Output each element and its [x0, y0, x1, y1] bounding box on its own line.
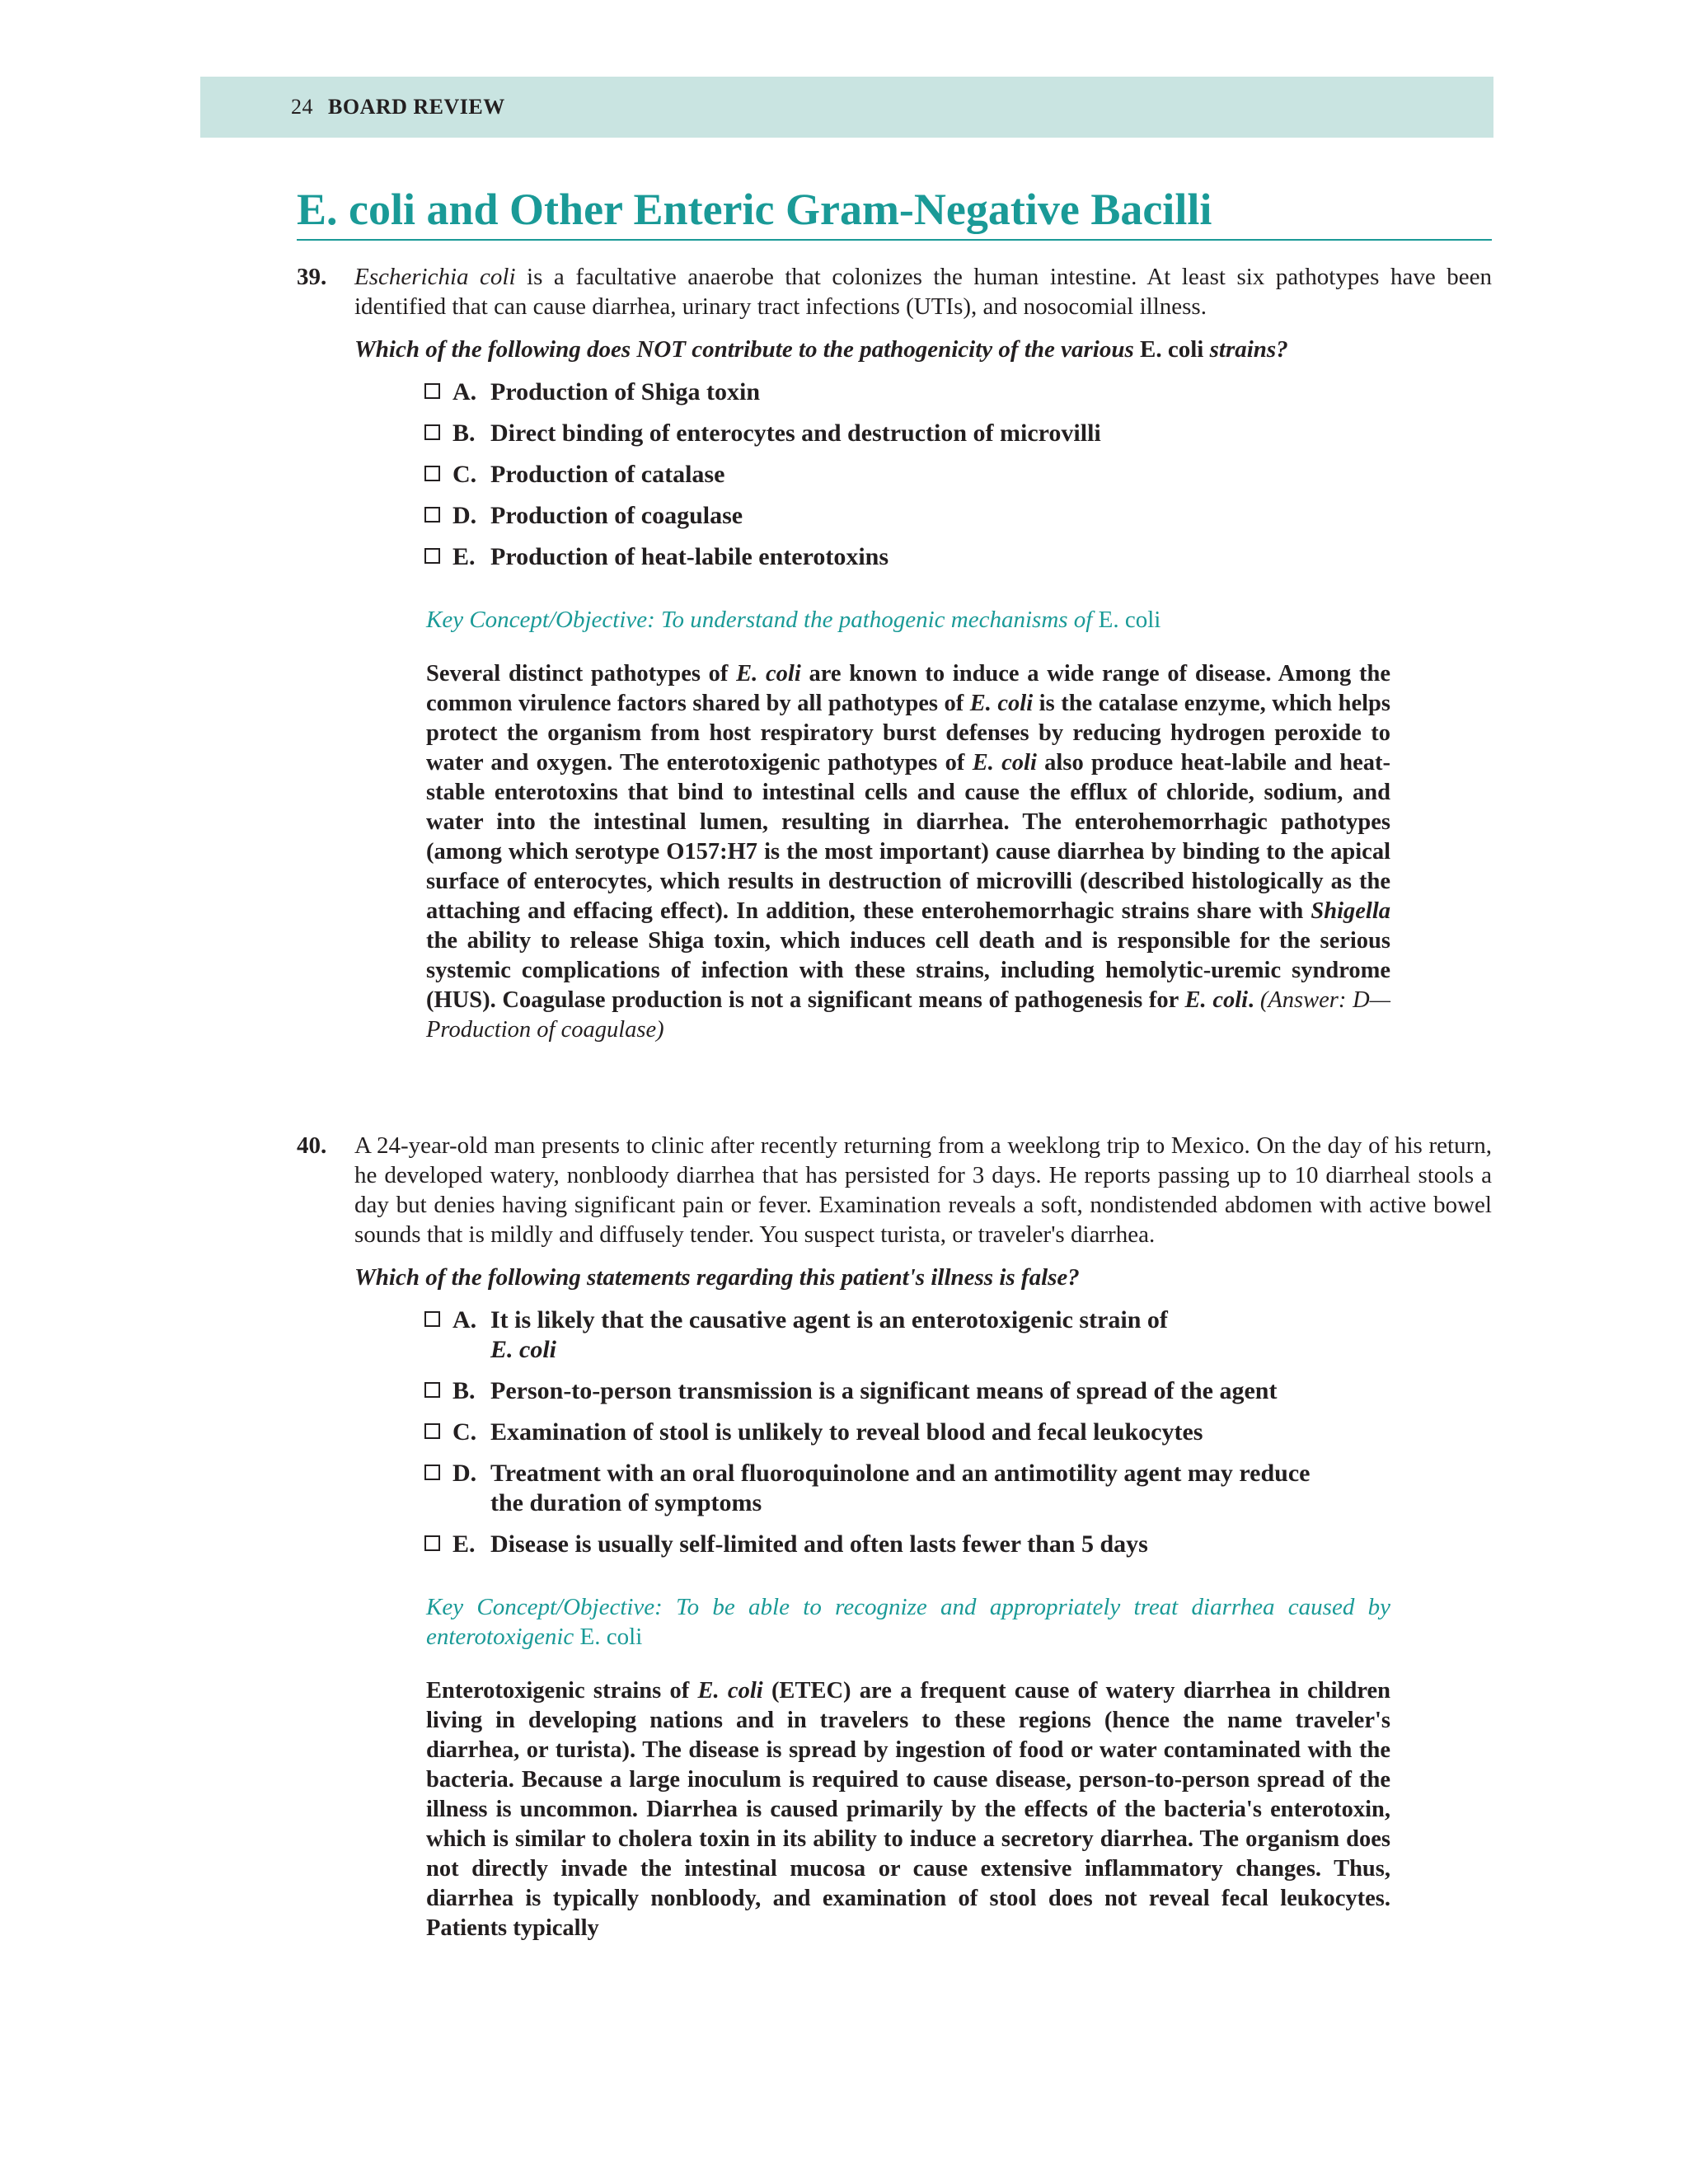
option-a[interactable] — [424, 1305, 1331, 1365]
question-number: 39. — [297, 264, 327, 290]
explanation-text: the ability to release Shiga toxin, which induces cell death and is responsible for the serious systemic complications of infection with these strains, including hemolytic-uremic syndrome (HUS). Coagulase production is not a significant means of pathogenesis for — [426, 928, 1390, 1013]
question-stem — [297, 262, 1492, 321]
option-letter: A. — [452, 378, 477, 405]
explanation-text: Several distinct pathotypes of — [426, 661, 737, 687]
explanation-italic: E. coli — [736, 661, 801, 687]
explanation — [426, 659, 1390, 1045]
question-prompt — [354, 335, 1492, 364]
explanation-text: is the catalase enzyme, which helps protect the organism from host respiratory burst defenses by reducing hydrogen peroxide to water and oxygen. The enterotoxigenic pathotypes of — [426, 691, 1390, 776]
explanation-italic: E. coli — [1184, 987, 1249, 1013]
option-letter: D. — [452, 502, 477, 529]
stem-text: is a facultative anaerobe that colonizes the human intestine. At least six pathotypes have been identified that can cause diarrhea, urinary tract infections (UTIs), and nosocomial illness. — [354, 264, 1492, 320]
key-concept-text: Key Concept/Objective: To understand the pathogenic mechanisms of — [426, 607, 1099, 633]
answer-options — [424, 377, 1331, 572]
question-stem — [297, 1131, 1492, 1249]
option-a[interactable] — [424, 377, 1331, 407]
option-text: Treatment with an oral fluoroquinolone and an antimotility agent may reduce the duration of symptoms — [490, 1460, 1311, 1516]
option-text: Direct binding of enterocytes and destruction of microvilli — [490, 419, 1101, 447]
explanation-italic: E. coli — [697, 1678, 763, 1704]
explanation-text: Enterotoxigenic strains of — [426, 1678, 698, 1704]
option-letter: C. — [452, 461, 477, 488]
option-text: Production of heat-labile enterotoxins — [490, 543, 889, 570]
question-39 — [297, 262, 1492, 1045]
option-text: Person-to-person transmission is a significant means of spread of the agent — [490, 1377, 1278, 1404]
option-c[interactable] — [424, 1418, 1331, 1447]
page-number: 24 — [291, 95, 313, 119]
checkbox-icon[interactable] — [424, 383, 440, 399]
prompt-part: Which of the following does NOT contribute to the pathogenicity of the various — [354, 336, 1141, 363]
explanation-italic: E. coli — [972, 750, 1037, 776]
option-letter: E. — [452, 1530, 476, 1558]
checkbox-icon[interactable] — [424, 466, 440, 481]
explanation-text: also produce heat-labile and heat-stable enterotoxins that bind to intestinal cells and cause the efflux of chloride, sodium, and water into the intestinal lumen, resulting in diarrhea. The enterohemorrhagic pathotypes (among which serotype O157:H7 is the most important) cause diarrhea by binding to the apical surface of enterocytes, which results in destruction of microvilli (described histologically as the attaching and effacing effect). In addition, these enterohemorrhagic strains share with — [426, 750, 1390, 924]
key-concept-organism: E. coli — [579, 1624, 643, 1650]
question-prompt: Which of the following statements regarding this patient's illness is false? — [354, 1264, 1080, 1291]
option-text: It is likely that the causative agent is an enterotoxigenic strain of — [490, 1306, 1168, 1333]
answer-note: (Answer: D—Production of coagulase) — [426, 987, 1391, 1043]
option-b[interactable] — [424, 419, 1331, 448]
question-40 — [297, 1131, 1492, 1943]
option-letter: B. — [452, 1377, 476, 1404]
answer-options — [424, 1305, 1331, 1559]
checkbox-icon[interactable] — [424, 1465, 440, 1480]
option-text: Examination of stool is unlikely to reveal blood and fecal leukocytes — [490, 1418, 1203, 1446]
checkbox-icon[interactable] — [424, 424, 440, 440]
checkbox-icon[interactable] — [424, 1382, 440, 1398]
option-letter: B. — [452, 419, 476, 447]
section-title: E. coli and Other Enteric Gram-Negative Bacilli — [297, 185, 1492, 241]
explanation-italic: Shigella — [1311, 898, 1390, 924]
checkbox-icon[interactable] — [424, 548, 440, 564]
explanation — [426, 1676, 1390, 1943]
explanation-text: . — [1248, 987, 1260, 1013]
running-header — [200, 77, 1493, 138]
option-b[interactable] — [424, 1376, 1331, 1406]
explanation-italic: E. coli — [969, 691, 1034, 716]
option-letter: A. — [452, 1306, 477, 1333]
option-letter: E. — [452, 543, 476, 570]
prompt-organism: E. coli — [1140, 336, 1204, 363]
option-d[interactable] — [424, 501, 1331, 531]
option-text: Production of coagulase — [490, 502, 743, 529]
stem-text: A 24-year-old man presents to clinic after recently returning from a weeklong trip to Mexico. On the day of his return, he developed watery, nonbloody diarrhea that has persisted for 3 days. He reports passing up to 10 diarrheal stools a day but denies having significant pain or fever. Examination reveals a soft, nondistended abdomen with active bowel sounds that is mildly and diffusely tender. You suspect turista, or traveler's diarrhea. — [354, 1132, 1492, 1248]
key-concept — [426, 1592, 1390, 1652]
prompt-part: strains? — [1203, 336, 1288, 363]
checkbox-icon[interactable] — [424, 1311, 440, 1327]
option-text: Production of Shiga toxin — [490, 378, 760, 405]
key-concept-text: Key Concept/Objective: To be able to recognize and appropriately treat diarrhea caused by enterotoxigenic — [426, 1594, 1390, 1650]
checkbox-icon[interactable] — [424, 1423, 440, 1439]
checkbox-icon[interactable] — [424, 1535, 440, 1551]
explanation-text: (ETEC) are a frequent cause of watery diarrhea in children living in developing nations and in travelers to these regions (hence the name traveler's diarrhea, or turista). The disease is spread by ingestion of food or water contaminated with the bacteria. Because a large inoculum is required to cause disease, person-to-person spread of the illness is uncommon. Diarrhea is caused primarily by the effects of the bacteria's enterotoxin, which is similar to cholera toxin in its ability to induce a secretory diarrhea. The organism does not directly invade the intestinal mucosa or cause extensive inflammatory changes. Thus, diarrhea is typically nonbloody, and examination of stool does not reveal fecal leukocytes. Patients typically — [426, 1678, 1390, 1941]
option-d[interactable] — [424, 1459, 1331, 1518]
option-letter: D. — [452, 1460, 477, 1487]
option-e[interactable] — [424, 542, 1331, 572]
running-title: BOARD REVIEW — [328, 95, 505, 119]
option-text: Production of catalase — [490, 461, 725, 488]
checkbox-icon[interactable] — [424, 507, 440, 523]
key-concept — [426, 605, 1390, 635]
stem-organism: Escherichia coli — [354, 264, 516, 290]
option-letter: C. — [452, 1418, 477, 1446]
question-number: 40. — [297, 1132, 327, 1159]
option-text-italic: E. coli — [490, 1336, 556, 1363]
explanation-text: are known to induce a wide range of disease. Among the common virulence factors shared by all pathotypes of — [426, 661, 1390, 716]
option-text: Disease is usually self-limited and often lasts fewer than 5 days — [490, 1530, 1148, 1558]
key-concept-organism: E. coli — [1098, 607, 1161, 633]
option-c[interactable] — [424, 460, 1331, 490]
option-e[interactable] — [424, 1530, 1331, 1559]
